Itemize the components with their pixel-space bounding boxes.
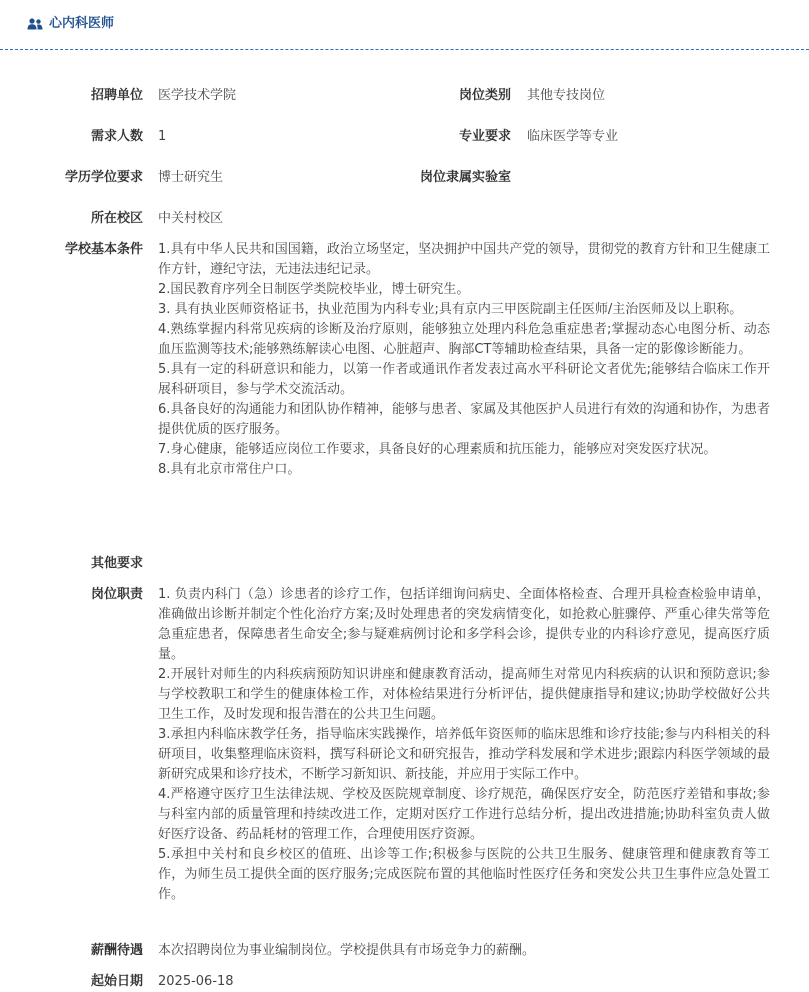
- count-label: 需求人数: [90, 129, 143, 144]
- duties-item: 1. 负责内科门（急）诊患者的诊疗工作，包括详细询问病史、全面体格检查、合理开具检查检验申请单，准确做出诊断并制定个性化治疗方案;及时处理患者的突发病情变化，如抢救心脏骤停、严重心律失常等危急重症患者，保障患者生命安全;参与疑难病例讨论和多学科会诊，提供专业的内科诊疗意见，提高医疗质量。: [158, 587, 770, 662]
- page-title: 心内科医师: [49, 16, 115, 31]
- page-header: [0, 0, 809, 50]
- salary-label: 薪酬待遇: [90, 943, 143, 958]
- conditions-item: 4.熟练掌握内科常见疾病的诊断及治疗原则，能够独立处理内科危急重症患者;掌握动态心电图分析、动态血压监测等技术;能够熟练解读心电图、心脏超声、胸部CT等辅助检查结果，具备一定的影像诊断能力。: [158, 322, 770, 357]
- degree-value: 博士研究生: [158, 170, 224, 185]
- conditions-label: 学校基本条件: [64, 242, 143, 257]
- duties-list: [158, 585, 770, 905]
- start-date-value: 2025-06-18: [158, 974, 234, 989]
- conditions-item: 1.具有中华人民共和国国籍，政治立场坚定，坚决拥护中国共产党的领导，贯彻党的教育方针和卫生健康工作方针，遵纪守法，无违法违纪记录。: [158, 242, 770, 277]
- unit-label: 招聘单位: [90, 88, 143, 103]
- conditions-item: 8.具有北京市常住户口。: [158, 462, 301, 477]
- duties-item: 2.开展针对师生的内科疾病预防知识讲座和健康教育活动，提高师生对常见内科疾病的认识和预防意识;参与学校教职工和学生的健康体检工作，对体检结果进行分析评估，提供健康指导和建议;协助学校做好公共卫生工作，及时发现和报告潜在的公共卫生问题。: [158, 667, 770, 722]
- major-label: 专业要求: [458, 129, 511, 144]
- campus-label: 所在校区: [90, 211, 143, 226]
- category-value: 其他专技岗位: [527, 88, 606, 103]
- conditions-list: [158, 240, 770, 480]
- campus-value: 中关村校区: [158, 211, 224, 226]
- duties-item: 5.承担中关村和良乡校区的值班、出诊等工作;积极参与医院的公共卫生服务、健康管理和健康教育等工作，为师生员工提供全面的医疗服务;完成医院布置的其他临时性医疗任务和突发公共卫生事件应急处置工作。: [158, 847, 770, 902]
- conditions-item: 6.具备良好的沟通能力和团队协作精神，能够与患者、家属及其他医护人员进行有效的沟通和协作，为患者提供优质的医疗服务。: [158, 402, 770, 437]
- lab-label: 岗位隶属实验室: [419, 170, 511, 185]
- conditions-item: 5.具有一定的科研意识和能力，以第一作者或通讯作者发表过高水平科研论文者优先;能够结合临床工作开展科研项目，参与学术交流活动。: [158, 362, 770, 397]
- duties-item: 4.严格遵守医疗卫生法律法规、学校及医院规章制度、诊疗规范，确保医疗安全，防范医疗差错和事故;参与科室内部的质量管理和持续改进工作，定期对医疗工作进行总结分析，提出改进措施;协助科室负责人做好医疗设备、药品耗材的管理工作，合理使用医疗资源。: [158, 787, 770, 842]
- users-icon: [27, 18, 43, 30]
- category-label: 岗位类别: [458, 88, 511, 103]
- duties-label: 岗位职责: [90, 587, 143, 602]
- count-value: 1: [158, 129, 167, 144]
- unit-value: 医学技术学院: [158, 88, 237, 103]
- conditions-item: 7.身心健康，能够适应岗位工作要求，具备良好的心理素质和抗压能力，能够应对突发医疗状况。: [158, 442, 717, 457]
- salary-value: 本次招聘岗位为事业编制岗位。学校提供具有市场竞争力的薪酬。: [158, 943, 536, 958]
- major-value: 临床医学等专业: [527, 129, 619, 144]
- conditions-item: 2.国民教育序列全日制医学类院校毕业，博士研究生。: [158, 282, 470, 297]
- other-label: 其他要求: [90, 556, 143, 571]
- degree-label: 学历学位要求: [64, 170, 143, 185]
- duties-item: 3.承担内科临床教学任务，指导临床实践操作，培养低年资医师的临床思维和诊疗技能;参与内科相关的科研项目，收集整理临床资料，撰写科研论文和研究报告，推动学科发展和学术进步;跟踪内科医学领域的最新研究成果和诊疗技术，不断学习新知识、新技能，并应用于实际工作中。: [158, 727, 770, 782]
- start-date-label: 起始日期: [90, 974, 143, 989]
- conditions-item: 3. 具有执业医师资格证书，执业范围为内科专业;具有京内三甲医院副主任医师/主治医师及以上职称。: [158, 302, 743, 317]
